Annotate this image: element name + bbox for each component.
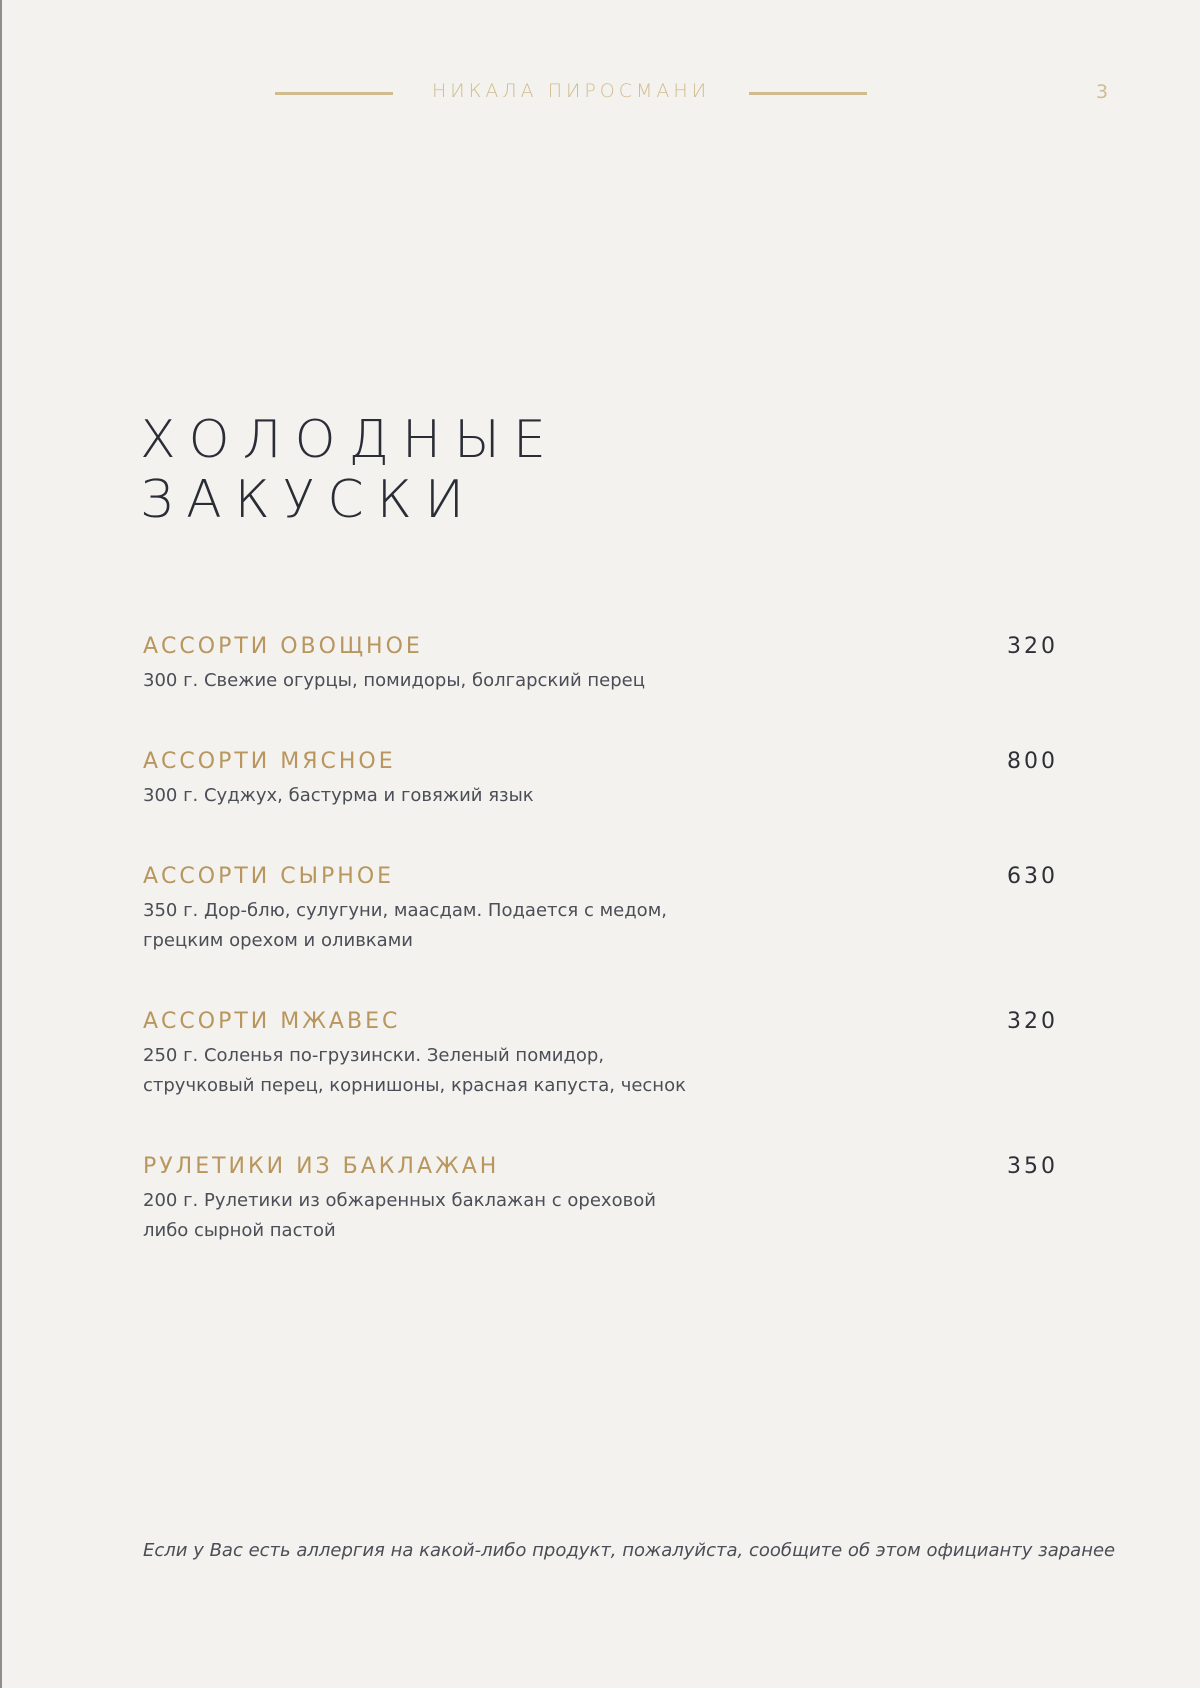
menu-item-name: АССОРТИ СЫРНОЕ [143,864,395,889]
menu-item [143,747,1058,811]
allergy-note: Если у Вас есть аллергия на какой-либо продукт, пожалуйста, сообщите об этом официанту заранее [143,1540,1116,1561]
header-rule-left [275,92,393,95]
menu-item-name: РУЛЕТИКИ ИЗ БАКЛАЖАН [143,1154,500,1179]
menu-item [143,862,1058,956]
menu-item-description: 350 г. Дор-блю, сулугуни, маасдам. Подается с медом, грецким орехом и оливками [143,900,667,951]
menu-item-price: 800 [1007,749,1058,774]
menu-item-price: 350 [1007,1154,1058,1179]
menu-item-description: 250 г. Соленья по-грузински. Зеленый помидор, стручковый перец, корнишоны, красная капуста, чеснок [143,1045,686,1096]
menu-item-price: 630 [1007,864,1058,889]
menu-item-description: 300 г. Суджух, бастурма и говяжий язык [143,785,534,806]
section-title-line-2: ЗАКУСКИ [140,470,477,530]
header-rule-right [749,92,867,95]
menu-item [143,1152,1058,1246]
restaurant-name: НИКАЛА ПИРОСМАНИ [431,80,711,102]
page-edge [0,0,2,1688]
menu-item-name: АССОРТИ ОВОЩНОЕ [143,634,423,659]
menu-item-description: 300 г. Свежие огурцы, помидоры, болгарский перец [143,670,646,691]
section-title-line-1: ХОЛОДНЫЕ [140,410,559,470]
page-number: 3 [1096,81,1109,103]
menu-item-description: 200 г. Рулетики из обжаренных баклажан с ореховой либо сырной пастой [143,1190,656,1241]
menu-item [143,1007,1058,1101]
menu-item-name: АССОРТИ МЖАВЕС [143,1009,401,1034]
menu-item-price: 320 [1007,1009,1058,1034]
section-title [140,410,559,530]
menu-item-name: АССОРТИ МЯСНОЕ [143,749,396,774]
menu-item-price: 320 [1007,634,1058,659]
menu-item [143,632,1058,696]
